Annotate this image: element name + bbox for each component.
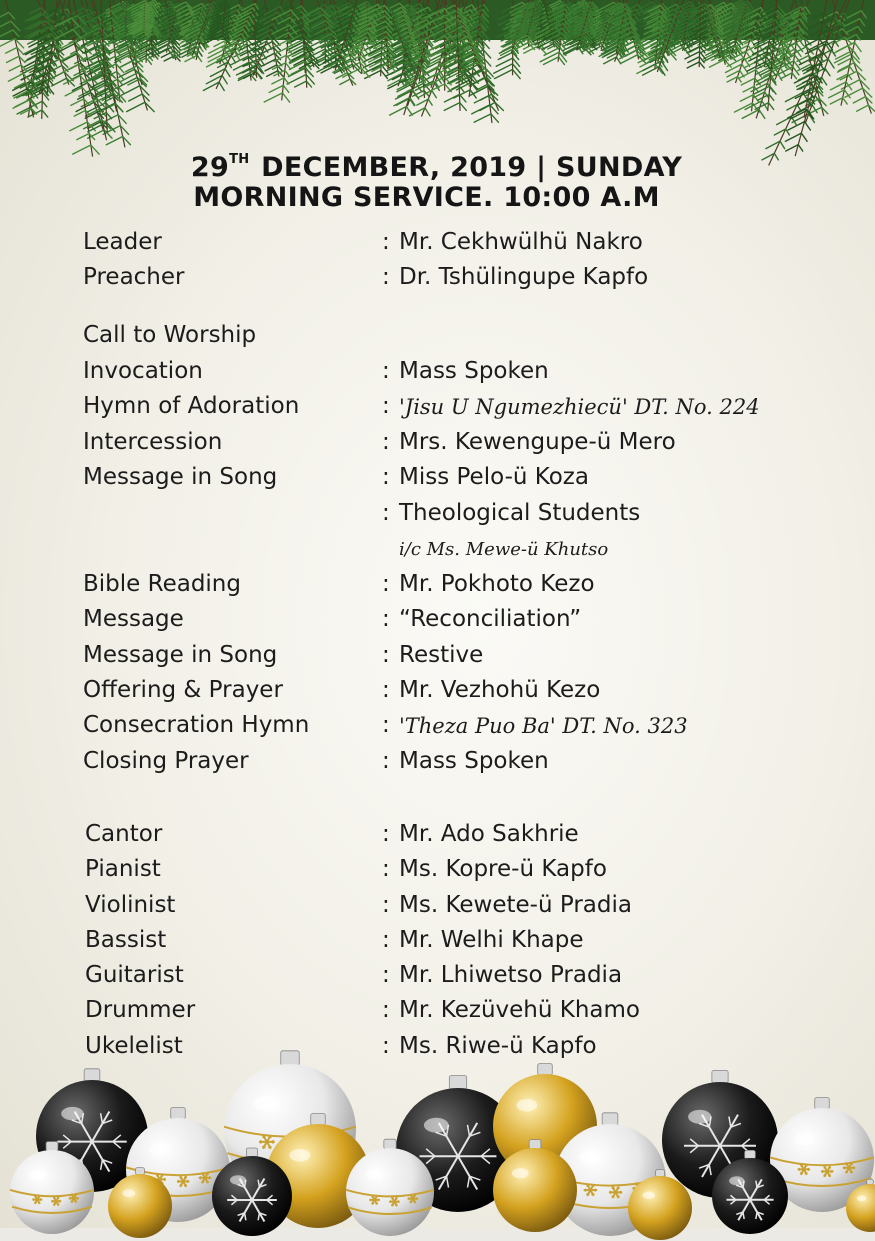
separator: : bbox=[382, 642, 390, 668]
separator: : bbox=[382, 677, 390, 703]
musician-name: Ms. Kewete-ü Pradia bbox=[399, 892, 632, 918]
role-label: Preacher bbox=[83, 264, 185, 290]
program-row-closing-prayer bbox=[0, 748, 875, 778]
item-label: Closing Prayer bbox=[83, 748, 249, 774]
musician-name: Mr. Lhiwetso Pradia bbox=[399, 962, 623, 988]
musician-role: Guitarist bbox=[85, 962, 184, 988]
separator: : bbox=[382, 229, 390, 255]
item-label: Message bbox=[83, 606, 184, 632]
program-row-call-to-worship bbox=[0, 322, 875, 352]
program-row-bible-reading bbox=[0, 571, 875, 601]
item-value: “Reconciliation” bbox=[399, 606, 582, 632]
separator: : bbox=[382, 997, 390, 1023]
separator: : bbox=[382, 429, 390, 455]
musician-role: Bassist bbox=[85, 927, 167, 953]
separator: : bbox=[382, 571, 390, 597]
item-value: Miss Pelo-ü Koza bbox=[399, 464, 589, 490]
item-label: Hymn of Adoration bbox=[83, 393, 300, 419]
in-charge-note: i/c Ms. Mewe-ü Khutso bbox=[399, 539, 609, 560]
item-value: Mrs. Kewengupe-ü Mero bbox=[399, 429, 676, 455]
item-value: Restive bbox=[399, 642, 484, 668]
separator: : bbox=[382, 393, 390, 419]
service-time-heading: MORNING SERVICE. 10:00 A.M bbox=[193, 182, 660, 213]
program-row-message-in-song-2 bbox=[0, 642, 875, 672]
separator: : bbox=[382, 606, 390, 632]
item-value: Mr. Pokhoto Kezo bbox=[399, 571, 595, 597]
role-value: Dr. Tshülingupe Kapfo bbox=[399, 264, 649, 290]
musician-role: Cantor bbox=[85, 821, 163, 847]
separator: : bbox=[382, 1033, 390, 1059]
program-row-message-in-song bbox=[0, 464, 875, 494]
service-date-heading: 29TH DECEMBER, 2019 | SUNDAY bbox=[190, 152, 683, 183]
item-value: Theological Students bbox=[399, 500, 641, 526]
item-value: Mr. Vezhohü Kezo bbox=[399, 677, 601, 703]
separator: : bbox=[382, 892, 390, 918]
program-row-violinist bbox=[0, 892, 875, 922]
musician-role: Drummer bbox=[85, 997, 196, 1023]
separator: : bbox=[382, 264, 390, 290]
musician-role: Pianist bbox=[85, 856, 161, 882]
hymn-value: 'Theza Puo Ba' DT. No. 323 bbox=[399, 714, 688, 738]
item-label: Invocation bbox=[83, 358, 203, 384]
item-label: Offering & Prayer bbox=[83, 677, 283, 703]
role-value: Mr. Cekhwülhü Nakro bbox=[399, 229, 643, 255]
separator: : bbox=[382, 927, 390, 953]
program-row-theological-students bbox=[0, 500, 875, 530]
separator: : bbox=[382, 748, 390, 774]
musician-name: Ms. Riwe-ü Kapfo bbox=[399, 1033, 597, 1059]
program-row-drummer bbox=[0, 997, 875, 1027]
musician-name: Ms. Kopre-ü Kapfo bbox=[399, 856, 607, 882]
program-row-leader bbox=[0, 229, 875, 259]
item-label: Call to Worship bbox=[83, 322, 257, 348]
christmas-ornaments-decoration bbox=[0, 1040, 875, 1241]
musician-name: Mr. Ado Sakhrie bbox=[399, 821, 579, 847]
item-label: Message in Song bbox=[83, 642, 278, 668]
program-row-cantor bbox=[0, 821, 875, 851]
item-label: Consecration Hymn bbox=[83, 712, 310, 738]
separator: : bbox=[382, 856, 390, 882]
separator: : bbox=[382, 358, 390, 384]
item-value: Mass Spoken bbox=[399, 358, 549, 384]
item-label: Intercession bbox=[83, 429, 223, 455]
item-value: Mass Spoken bbox=[399, 748, 549, 774]
musician-name: Mr. Kezüvehü Khamo bbox=[399, 997, 641, 1023]
program-row-consecration-hymn bbox=[0, 712, 875, 742]
program-row-bassist bbox=[0, 927, 875, 957]
item-label: Bible Reading bbox=[83, 571, 241, 597]
separator: : bbox=[382, 821, 390, 847]
separator: : bbox=[382, 962, 390, 988]
item-label: Message in Song bbox=[83, 464, 278, 490]
program-row-intercession bbox=[0, 429, 875, 459]
hymn-value: 'Jisu U Ngumezhiecü' DT. No. 224 bbox=[399, 395, 760, 419]
musician-role: Ukelelist bbox=[85, 1033, 183, 1059]
program-row-invocation bbox=[0, 358, 875, 388]
musician-role: Violinist bbox=[85, 892, 176, 918]
program-row-preacher bbox=[0, 264, 875, 294]
role-label: Leader bbox=[83, 229, 162, 255]
program-row-hymn-of-adoration bbox=[0, 393, 875, 423]
separator: : bbox=[382, 464, 390, 490]
separator: : bbox=[382, 712, 390, 738]
program-row-offering-prayer bbox=[0, 677, 875, 707]
separator: : bbox=[382, 500, 390, 526]
program-row-message bbox=[0, 606, 875, 636]
program-row-pianist bbox=[0, 856, 875, 886]
musician-name: Mr. Welhi Khape bbox=[399, 927, 584, 953]
program-row-guitarist bbox=[0, 962, 875, 992]
